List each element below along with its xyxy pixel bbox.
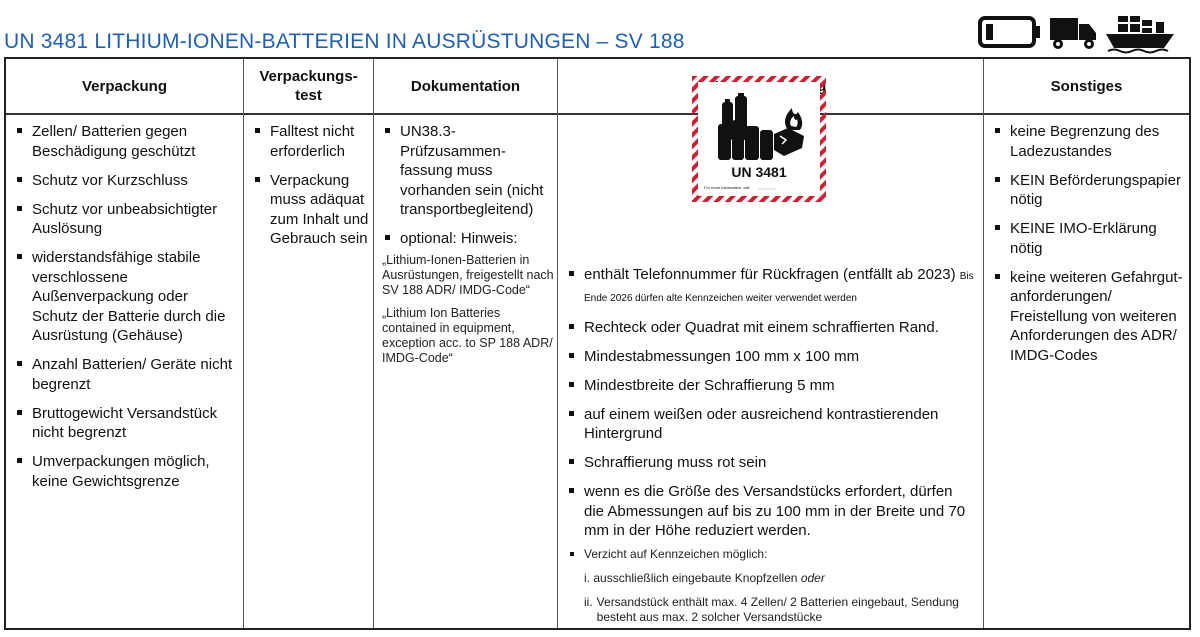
page-title: UN 3481 LITHIUM-IONEN-BATTERIEN IN AUSRÜSTUNGEN – SV 188 [4, 30, 685, 53]
column-dokumentation [382, 122, 554, 374]
list-item: auf einem weißen oder ausreichend kontrastierenden Hintergrund [566, 405, 976, 444]
un3481-label [692, 76, 826, 207]
hint-english: „Lithium Ion Batteries contained in equipment, exception acc. to SP 188 ADR/ IMDG-Code“ [382, 305, 553, 365]
list-item: Rechteck oder Quadrat mit einem schraffierten Rand. [566, 318, 976, 338]
label-info-text: For more information, call [704, 185, 750, 190]
header-verpackung: Verpackung [81, 77, 168, 95]
list-item: keine weiteren Gefahrgut-anforderungen/ Freistellung von weiteren Anforderungen des ADR/ IMDG-Codes [992, 268, 1188, 366]
list-item: Verpackung muss adäquat zum Inhalt und Gebrauch sein [252, 171, 370, 249]
list-item: ii. Versandstück enthält max. 4 Zellen/ 2 Batterien eingebaut, Sendung besteht aus max. 2 solcher Versandstücke [584, 595, 959, 624]
column-divider [373, 59, 374, 628]
list-item: Mindestabmessungen 100 mm x 100 mm [566, 347, 976, 367]
exemption-block [566, 547, 976, 625]
column-verpackung [14, 122, 236, 501]
header-verpackungstest: Verpackungs- test [259, 68, 358, 104]
truck-icon [1050, 18, 1096, 49]
column-divider [243, 59, 244, 628]
list-item: Bruttogewicht Versandstück nicht begrenzt [14, 404, 236, 443]
list-item: Zellen/ Batterien gegen Beschädigung geschützt [14, 122, 236, 161]
list-item: optional: Hinweis: [382, 229, 554, 249]
list-item: KEIN Beförderungspapier nötig [992, 171, 1188, 210]
list-item: i. ausschließlich eingebaute Knopfzellen oder [584, 571, 825, 585]
label-un-number: UN 3481 [731, 164, 787, 180]
column-kennzeichnung [566, 265, 976, 625]
bullet [570, 552, 574, 556]
battery-icon [980, 18, 1040, 46]
list-item: Anzahl Batterien/ Geräte nicht begrenzt [14, 355, 236, 394]
column-divider [557, 59, 558, 628]
list-item: UN38.3-Prüfzusammen-fassung muss vorhanden sein (nicht transportbegleitend) [382, 122, 554, 220]
list-item: Schutz vor unbeabsichtigter Auslösung [14, 200, 236, 239]
hint-german: „Lithium-Ionen-Batterien in Ausrüstungen, freigestellt nach SV 188 ADR/ IMDG-Code“ [382, 252, 554, 297]
list-item: Falltest nicht erforderlich [252, 122, 370, 161]
column-verpackungstest [252, 122, 370, 258]
transport-icons [978, 8, 1178, 54]
list-item: Schraffierung muss rot sein [566, 453, 976, 473]
info-table [4, 57, 1191, 630]
list-item: Schutz vor Kurzschluss [14, 171, 236, 191]
list-item: enthält Telefonnummer für Rückfragen (entfällt ab 2023) Bis Ende 2026 dürfen alte Kennzeichen weiter verwendet werden [566, 265, 976, 308]
list-item: Verzicht auf Kennzeichen möglich: [566, 547, 976, 562]
list-item: widerstandsfähige stabile verschlossene Außenverpackung oder Schutz der Batterie durch die Ausrüstung (Gehäuse) [14, 248, 236, 346]
ship-icon [1106, 16, 1174, 53]
list-item: KEINE IMO-Erklärung nötig [992, 219, 1188, 258]
list-item: Mindestbreite der Schraffierung 5 mm [566, 376, 976, 396]
list-item: keine Begrenzung des Ladezustandes [992, 122, 1188, 161]
column-sonstiges [992, 122, 1188, 375]
header-sonstiges: Sonstiges [1050, 77, 1123, 95]
header-dokumentation: Dokumentation [410, 77, 521, 95]
list-item: Umverpackungen möglich, keine Gewichtsgrenze [14, 452, 236, 491]
column-divider [983, 59, 984, 628]
list-item: wenn es die Größe des Versandstücks erfordert, dürfen die Abmessungen auf bis zu 100 mm in der Breite und 70 mm in der Höhe reduziert werden. [566, 482, 976, 541]
